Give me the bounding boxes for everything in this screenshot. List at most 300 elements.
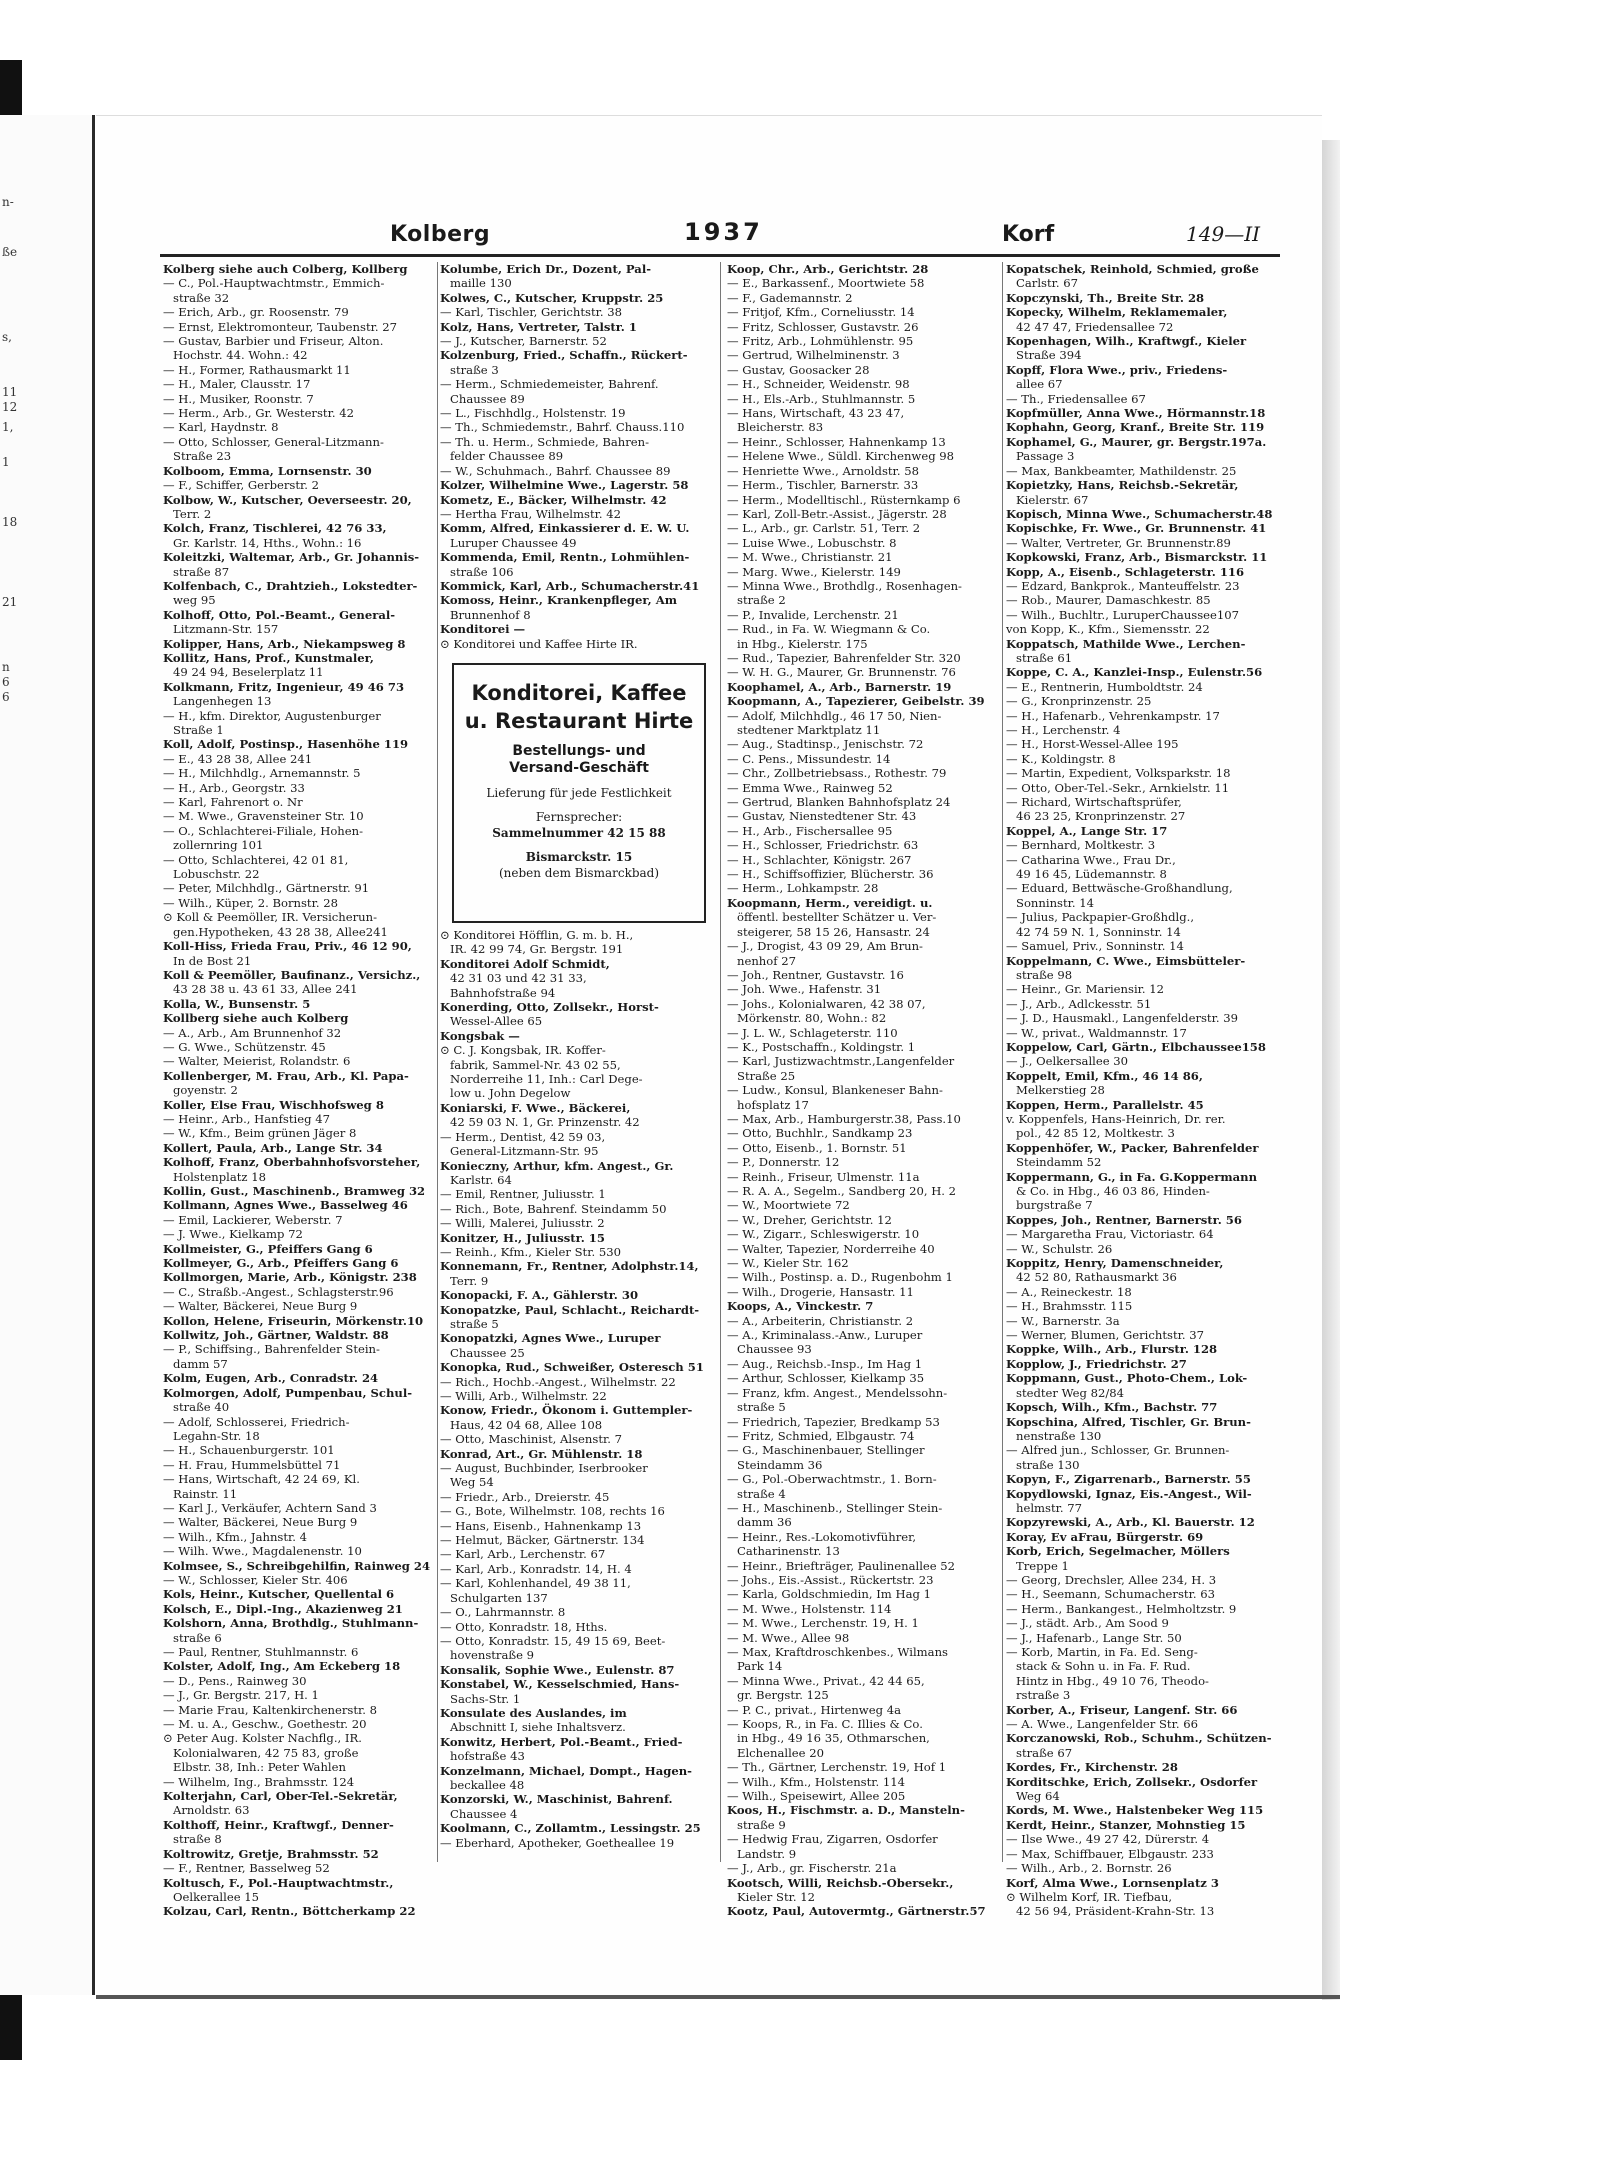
directory-entry: rstraße 3 xyxy=(1016,1688,1071,1703)
directory-entry: — H., kfm. Direktor, Augustenburger xyxy=(163,708,381,723)
directory-entry: Komm, Alfred, Einkassierer d. E. W. U. xyxy=(440,521,690,536)
directory-entry: — M. Wwe., Allee 98 xyxy=(727,1630,850,1645)
directory-entry: — Willi, Arb., Wilhelmstr. 22 xyxy=(440,1389,607,1403)
directory-column-2-top xyxy=(440,262,712,662)
directory-entry: Legahn-Str. 18 xyxy=(173,1428,260,1443)
directory-entry: Korb, Erich, Segelmacher, Möllers xyxy=(1006,1544,1230,1559)
directory-entry: — Helmut, Bäcker, Gärtnerstr. 134 xyxy=(440,1533,645,1548)
directory-entry: Korczanowski, Rob., Schuhm., Schützen- xyxy=(1006,1731,1272,1746)
directory-entry: Kolmsee, S., Schreibgehilfin, Rainweg 24 xyxy=(163,1558,431,1573)
directory-entry: Konopacki, F. A., Gählerstr. 30 xyxy=(440,1288,639,1303)
directory-entry: Koop, Chr., Arb., Gerichtstr. 28 xyxy=(727,262,929,276)
directory-entry: Koophamel, A., Arb., Barnerstr. 19 xyxy=(727,679,952,694)
directory-entry: — Max, Kraftdroschkenbes., Wilmans xyxy=(727,1645,948,1659)
directory-entry: — Th., Friedensallee 67 xyxy=(1006,391,1146,406)
directory-entry: Konerding, Otto, Zollsekr., Horst- xyxy=(440,1000,659,1015)
directory-entry: — Gertrud, Blanken Bahnhofsplatz 24 xyxy=(727,795,951,810)
directory-entry: — W., Barnerstr. 3a xyxy=(1006,1313,1120,1328)
directory-entry: Kielerstr. 67 xyxy=(1016,492,1089,507)
directory-entry: — Otto, Schlosser, General-Litzmann- xyxy=(163,434,384,449)
directory-entry: — A., Arb., Am Brunnenhof 32 xyxy=(163,1025,342,1040)
directory-entry: — Otto, Konradstr. 18, Hths. xyxy=(440,1619,608,1634)
directory-entry: — Bernhard, Moltkestr. 3 xyxy=(1006,838,1156,853)
directory-entry: Konditorei — xyxy=(440,622,526,637)
directory-entry: Kolz, Hans, Vertreter, Talstr. 1 xyxy=(440,319,637,334)
directory-entry: Koltusch, F., Pol.-Hauptwachtmstr., xyxy=(163,1875,394,1890)
directory-entry: — Emil, Rentner, Juliusstr. 1 xyxy=(440,1187,606,1202)
directory-entry: straße 32 xyxy=(173,290,230,305)
directory-entry: — G., Pol.-Oberwachtmstr., 1. Born- xyxy=(727,1472,937,1487)
directory-entry: — J., Drogist, 43 09 29, Am Brun- xyxy=(727,939,923,954)
directory-entry: gen.Hypotheken, 43 28 38, Allee241 xyxy=(173,924,388,939)
directory-entry: Norderreihe 11, Inh.: Carl Dege- xyxy=(450,1072,643,1087)
directory-entry: Kieler Str. 12 xyxy=(737,1889,816,1904)
directory-entry: Lobuschstr. 22 xyxy=(173,867,260,882)
directory-entry: Komoss, Heinr., Krankenpfleger, Am xyxy=(440,593,677,608)
directory-entry: Koppen, Herm., Parallelstr. 45 xyxy=(1006,1097,1204,1112)
directory-entry: — P., Donnerstr. 12 xyxy=(727,1155,840,1170)
directory-entry: Konsulate des Auslandes, im xyxy=(440,1705,627,1720)
directory-entry: Konditorei Adolf Schmidt, xyxy=(440,956,610,971)
directory-entry: — W., Kfm., Beim grünen Jäger 8 xyxy=(163,1126,357,1141)
directory-entry: Bahnhofstraße 94 xyxy=(450,985,556,1000)
directory-entry: Konopatzke, Paul, Schlacht., Reichardt- xyxy=(440,1302,700,1317)
directory-entry: straße 2 xyxy=(737,593,786,608)
directory-entry: — Max, Schiffbauer, Elbgaustr. 233 xyxy=(1006,1846,1214,1861)
directory-entry: nenstraße 130 xyxy=(1016,1428,1102,1443)
ad-subtitle-line-1: Bestellungs- und xyxy=(512,743,646,759)
directory-entry: Koppes, Joh., Rentner, Barnerstr. 56 xyxy=(1006,1212,1242,1227)
directory-entry: Korf, Alma Wwe., Lornsenplatz 3 xyxy=(1006,1875,1219,1890)
directory-entry: Koppe, C. A., Kanzlei-Insp., Eulenstr.56 xyxy=(1006,665,1263,680)
directory-entry: Haus, 42 04 68, Allee 108 xyxy=(450,1417,603,1432)
directory-entry: — J. D., Hausmakl., Langenfelderstr. 39 xyxy=(1006,1011,1238,1026)
directory-entry: Kolzer, Wilhelmine Wwe., Lagerstr. 58 xyxy=(440,478,689,493)
directory-entry: Kometz, E., Bäcker, Wilhelmstr. 42 xyxy=(440,492,667,507)
directory-entry: — Fritz, Schlosser, Gustavstr. 26 xyxy=(727,319,919,334)
directory-entry: — Samuel, Priv., Sonninstr. 14 xyxy=(1006,939,1184,954)
directory-entry: — A., Kriminalass.-Anw., Luruper xyxy=(727,1328,923,1343)
ad-subtitle-line-2: Versand-Geschäft xyxy=(509,760,649,776)
directory-entry: Koos, H., Fischmstr. a. D., Mansteln- xyxy=(727,1803,965,1818)
directory-entry: — Heinr., Gr. Mariensir. 12 xyxy=(1006,982,1165,997)
directory-entry: — Th., Gärtner, Lerchenstr. 19, Hof 1 xyxy=(727,1760,947,1775)
directory-entry: Koleitzki, Waltemar, Arb., Gr. Johannis- xyxy=(163,550,420,565)
directory-entry: — Johs., Kolonialwaren, 42 38 07, xyxy=(727,996,926,1011)
directory-entry: v. Koppenfels, Hans-Heinrich, Dr. rer. xyxy=(1006,1111,1226,1126)
directory-entry: Kopatschek, Reinhold, Schmied, große xyxy=(1006,262,1259,276)
directory-entry: — Emil, Lackierer, Weberstr. 7 xyxy=(163,1212,343,1227)
directory-entry: Kopkowski, Franz, Arb., Bismarckstr. 11 xyxy=(1006,550,1268,565)
directory-entry: — F., Gademannstr. 2 xyxy=(727,290,853,305)
directory-entry: ⊙ Peter Aug. Kolster Nachflg., IR. xyxy=(163,1731,362,1746)
directory-entry: — J. L. W., Schlageterstr. 110 xyxy=(727,1025,898,1040)
directory-entry: — Herm., Lohkampstr. 28 xyxy=(727,881,879,896)
directory-entry: — Hans, Eisenb., Hahnenkamp 13 xyxy=(440,1518,642,1533)
directory-entry: — H., Hafenarb., Vehrenkampstr. 17 xyxy=(1006,708,1220,723)
directory-entry: — Karl, Arb., Konradstr. 14, H. 4 xyxy=(440,1561,632,1576)
directory-entry: Kolshorn, Anna, Brothdlg., Stuhlmann- xyxy=(163,1616,419,1631)
directory-entry: — C., Pol.-Hauptwachtmstr., Emmich- xyxy=(163,276,385,291)
left-page-fragment: 21 xyxy=(2,595,18,609)
directory-entry: Koppitz, Henry, Damenschneider, xyxy=(1006,1256,1224,1271)
directory-entry: Koppenhöfer, W., Packer, Bahrenfelder xyxy=(1006,1140,1259,1155)
directory-entry: Wessel-Allee 65 xyxy=(450,1014,543,1029)
directory-entry: Kopischke, Fr. Wwe., Gr. Brunnenstr. 41 xyxy=(1006,521,1267,536)
directory-entry: — Julius, Packpapier-Großhdlg., xyxy=(1006,910,1195,925)
directory-entry: — Erich, Arb., gr. Roosenstr. 79 xyxy=(163,305,349,320)
directory-entry: — W., Schlosser, Kieler Str. 406 xyxy=(163,1572,348,1587)
directory-entry: Kopietzky, Hans, Reichsb.-Sekretär, xyxy=(1006,478,1239,493)
directory-entry: — W., Dreher, Gerichtstr. 12 xyxy=(727,1212,892,1227)
directory-entry: Kopschina, Alfred, Tischler, Gr. Brun- xyxy=(1006,1414,1251,1429)
directory-entry: Schulgarten 137 xyxy=(450,1590,548,1605)
directory-entry: 42 47 47, Friedensallee 72 xyxy=(1016,319,1174,334)
directory-entry: — Otto, Schlachterei, 42 01 81, xyxy=(163,852,349,867)
directory-entry: — Franz, kfm. Angest., Mendelssohn- xyxy=(727,1385,948,1400)
directory-entry: — Otto, Ober-Tel.-Sekr., Arnkielstr. 11 xyxy=(1006,780,1230,795)
directory-entry: — P., Invalide, Lerchenstr. 21 xyxy=(727,607,899,622)
directory-entry: — Ilse Wwe., 49 27 42, Dürerstr. 4 xyxy=(1006,1832,1210,1847)
directory-entry: — Hans, Wirtschaft, 42 24 69, Kl. xyxy=(163,1472,360,1487)
directory-entry: ⊙ Konditorei Höfflin, G. m. b. H., xyxy=(440,928,634,942)
directory-entry: — Margaretha Frau, Victoriastr. 64 xyxy=(1006,1227,1214,1242)
directory-entry: — H., Seemann, Schumacherstr. 63 xyxy=(1006,1587,1215,1602)
directory-entry: — J., Arb., Adlckesstr. 51 xyxy=(1006,996,1152,1011)
directory-entry: 49 24 94, Beselerplatz 11 xyxy=(173,665,324,680)
directory-entry: — F., Schiffer, Gerberstr. 2 xyxy=(163,478,320,493)
directory-entry: — Friedr., Arb., Dreierstr. 45 xyxy=(440,1489,610,1504)
directory-entry: — Wilh., Speisewirt, Allee 205 xyxy=(727,1789,906,1804)
directory-entry: — Willi, Malerei, Juliusstr. 2 xyxy=(440,1216,605,1231)
directory-entry: straße 67 xyxy=(1016,1745,1073,1760)
directory-entry: Kolhoff, Otto, Pol.-Beamt., General- xyxy=(163,607,396,622)
left-page-fragment: s, xyxy=(2,330,12,344)
directory-entry: Kollert, Paula, Arb., Lange Str. 34 xyxy=(163,1140,383,1155)
directory-entry: — L., Arb., gr. Carlstr. 51, Terr. 2 xyxy=(727,521,921,536)
directory-entry: — Werner, Blumen, Gerichtstr. 37 xyxy=(1006,1328,1204,1343)
directory-entry: Koppatsch, Mathilde Wwe., Lerchen- xyxy=(1006,636,1246,651)
directory-entry: 49 16 45, Lüdemannstr. 8 xyxy=(1016,867,1167,882)
directory-entry: — Walter, Meierist, Rolandstr. 6 xyxy=(163,1054,351,1069)
directory-entry: — E., Barkassenf., Moortwiete 58 xyxy=(727,276,925,291)
directory-entry: — G., Maschinenbauer, Stellinger xyxy=(727,1443,925,1458)
left-page-fragment: 1, xyxy=(2,420,14,434)
directory-entry: ⊙ Koll & Peemöller, IR. Versicherun- xyxy=(163,910,377,925)
directory-entry: — Ernst, Elektromonteur, Taubenstr. 27 xyxy=(163,319,397,334)
directory-entry: Koll, Adolf, Postinsp., Hasenhöhe 119 xyxy=(163,737,409,752)
directory-entry: 46 23 25, Kronprinzenstr. 27 xyxy=(1016,809,1186,824)
left-page-fragment: ße xyxy=(2,245,18,259)
directory-entry: IR. 42 99 74, Gr. Bergstr. 191 xyxy=(450,942,624,957)
column-divider xyxy=(437,262,438,1862)
directory-entry: Sonninstr. 14 xyxy=(1016,895,1095,910)
left-page-fragment: 18 xyxy=(2,515,18,529)
directory-entry: Konstabel, W., Kesselschmied, Hans- xyxy=(440,1677,680,1692)
directory-entry: Kolch, Franz, Tischlerei, 42 76 33, xyxy=(163,521,387,536)
directory-entry: — O., Lahrmannstr. 8 xyxy=(440,1605,566,1620)
directory-entry: — Peter, Milchhdlg., Gärtnerstr. 91 xyxy=(163,881,370,896)
directory-entry: — Aug., Reichsb.-Insp., Im Hag 1 xyxy=(727,1356,923,1371)
directory-entry: — Heinr., Schlosser, Hahnenkamp 13 xyxy=(727,434,946,449)
directory-entry: — J., Oelkersallee 30 xyxy=(1006,1054,1129,1069)
directory-entry: Kopzyrewski, A., Arb., Kl. Bauerstr. 12 xyxy=(1006,1515,1255,1530)
directory-entry: straße 87 xyxy=(173,564,230,579)
directory-entry: Koops, A., Vinckestr. 7 xyxy=(727,1299,874,1314)
directory-entry: straße 8 xyxy=(173,1832,222,1847)
directory-entry: Chaussee 89 xyxy=(450,391,525,406)
directory-entry: — Herm., Tischler, Barnerstr. 33 xyxy=(727,478,919,493)
directory-entry: — Herm., Arb., Gr. Westerstr. 42 xyxy=(163,406,354,421)
directory-entry: — Martin, Expedient, Volksparkstr. 18 xyxy=(1006,766,1231,781)
directory-entry: Park 14 xyxy=(737,1659,783,1674)
directory-entry: Hochstr. 44. Wohn.: 42 xyxy=(173,348,308,363)
directory-entry: — H., Schauenburgerstr. 101 xyxy=(163,1443,335,1458)
directory-entry: Konsalik, Sophie Wwe., Eulenstr. 87 xyxy=(440,1662,675,1677)
directory-column-1 xyxy=(163,262,433,1919)
directory-entry: — Marie Frau, Kaltenkirchenerstr. 8 xyxy=(163,1702,378,1717)
directory-entry: Kolm, Eugen, Arb., Conradstr. 24 xyxy=(163,1371,379,1386)
directory-entry: — Fritz, Schmied, Elbgaustr. 74 xyxy=(727,1428,915,1443)
directory-entry: Kophahn, Georg, Kranf., Breite Str. 119 xyxy=(1006,420,1265,435)
directory-entry: Koopmann, A., Tapezierer, Geibelstr. 39 xyxy=(727,694,985,709)
directory-entry: Kolfenbach, C., Drahtzieh., Lokstedter- xyxy=(163,578,418,593)
directory-entry: Kollin, Gust., Maschinenb., Bramweg 32 xyxy=(163,1184,426,1198)
advertisement-box xyxy=(452,663,706,923)
directory-entry: — Eberhard, Apotheker, Goetheallee 19 xyxy=(440,1835,675,1850)
directory-entry: — Karl, Zoll-Betr.-Assist., Jägerstr. 28 xyxy=(727,506,947,521)
directory-entry: damm 57 xyxy=(173,1356,228,1371)
directory-entry: Straße 394 xyxy=(1016,348,1082,363)
page-bottom-edge xyxy=(96,1995,1340,1999)
directory-entry: 42 74 59 N. 1, Sonninstr. 14 xyxy=(1016,924,1181,939)
directory-entry: steigerer, 58 15 26, Hansastr. 24 xyxy=(737,924,930,939)
directory-entry: — Karla, Goldschmiedin, Im Hag 1 xyxy=(727,1587,931,1602)
directory-entry: — Walter, Tapezier, Norderreihe 40 xyxy=(727,1241,935,1256)
directory-entry: Sachs-Str. 1 xyxy=(450,1691,521,1706)
directory-entry: — Walter, Vertreter, Gr. Brunnenstr.89 xyxy=(1006,535,1231,550)
directory-entry: stedter Weg 82/84 xyxy=(1016,1385,1124,1400)
directory-entry: straße 40 xyxy=(173,1400,230,1415)
directory-entry: — Otto, Konradstr. 15, 49 15 69, Beet- xyxy=(440,1633,666,1648)
directory-entry: Kollmeister, G., Pfeiffers Gang 6 xyxy=(163,1241,373,1256)
directory-entry: Kolthoff, Heinr., Kraftwgf., Denner- xyxy=(163,1817,394,1832)
directory-entry: — J., Arb., gr. Fischerstr. 21a xyxy=(727,1861,897,1876)
directory-entry: Kolonialwaren, 42 75 83, große xyxy=(173,1745,359,1760)
directory-entry: Treppe 1 xyxy=(1016,1558,1069,1573)
directory-entry: stack & Sohn u. in Fa. F. Rud. xyxy=(1016,1659,1191,1674)
left-page-fragment: 11 xyxy=(2,385,18,399)
directory-entry: — E., 43 28 38, Allee 241 xyxy=(163,751,313,766)
directory-entry: Konzelmann, Michael, Dompt., Hagen- xyxy=(440,1763,692,1778)
directory-entry: — J., Gr. Bergstr. 217, H. 1 xyxy=(163,1688,319,1703)
ad-address: Bismarckstr. 15 xyxy=(525,850,633,864)
left-page-fragment: 1 xyxy=(2,455,10,469)
directory-entry: — G., Bote, Wilhelmstr. 108, rechts 16 xyxy=(440,1504,665,1519)
directory-entry: allee 67 xyxy=(1016,377,1063,392)
directory-entry: — Wilh., Buchltr., LuruperChaussee107 xyxy=(1006,607,1240,622)
directory-entry: Kollenberger, M. Frau, Arb., Kl. Papa- xyxy=(163,1068,409,1083)
header-rule xyxy=(160,254,1280,257)
directory-entry: Passage 3 xyxy=(1016,449,1075,464)
directory-entry: — Wilh., Kfm., Holstenstr. 114 xyxy=(727,1774,906,1789)
directory-entry: Kootz, Paul, Autovermtg., Gärtnerstr.57 xyxy=(727,1904,986,1919)
directory-entry: — H., Els.-Arb., Stuhlmannstr. 5 xyxy=(727,391,916,406)
directory-entry: — H., Maschinenb., Stellinger Stein- xyxy=(727,1500,943,1515)
directory-entry: 42 59 03 N. 1, Gr. Prinzenstr. 42 xyxy=(450,1115,640,1130)
directory-entry: Konwitz, Herbert, Pol.-Beamt., Fried- xyxy=(440,1734,683,1749)
directory-entry: Koolmann, C., Zollamtm., Lessingstr. 25 xyxy=(440,1821,701,1836)
directory-entry: Kopyn, F., Zigarrenarb., Barnerstr. 55 xyxy=(1006,1472,1251,1487)
directory-entry: — Heinr., Briefträger, Paulinenallee 52 xyxy=(727,1558,956,1573)
directory-entry: Kopsch, Wilh., Kfm., Bachstr. 77 xyxy=(1006,1400,1218,1415)
directory-entry: zollernring 101 xyxy=(173,838,264,853)
directory-entry: Kophamel, G., Maurer, gr. Bergstr.197a. xyxy=(1006,434,1267,449)
header-right-term: Korf xyxy=(1002,222,1055,247)
directory-entry: maille 130 xyxy=(450,276,512,291)
directory-entry: straße 5 xyxy=(737,1400,786,1415)
directory-entry: Elchenallee 20 xyxy=(737,1745,824,1760)
directory-entry: Weg 64 xyxy=(1016,1789,1060,1804)
directory-entry: Kopecky, Wilhelm, Reklamemaler, xyxy=(1006,305,1228,320)
directory-entry: — H., Brahmsstr. 115 xyxy=(1006,1299,1133,1314)
directory-entry: straße 3 xyxy=(450,362,499,377)
directory-entry: Kords, M. Wwe., Halstenbeker Weg 115 xyxy=(1006,1803,1264,1818)
directory-entry: straße 61 xyxy=(1016,650,1073,665)
directory-entry: Arnoldstr. 63 xyxy=(173,1803,250,1818)
directory-entry: — Ludw., Konsul, Blankeneser Bahn- xyxy=(727,1083,943,1098)
directory-entry: — W. H. G., Maurer, Gr. Brunnenstr. 76 xyxy=(727,665,956,680)
directory-entry: — Rich., Bote, Bahrenf. Steindamm 50 xyxy=(440,1201,667,1216)
directory-entry: Kolsch, E., Dipl.-Ing., Akazienweg 21 xyxy=(163,1601,403,1616)
directory-entry: — Rob., Maurer, Damaschkestr. 85 xyxy=(1006,593,1211,608)
directory-entry: — Fritz, Arb., Lohmühlenstr. 95 xyxy=(727,334,914,349)
directory-entry: General-Litzmann-Str. 95 xyxy=(450,1144,599,1159)
directory-entry: nenhof 27 xyxy=(737,953,796,968)
directory-entry: Kolster, Adolf, Ing., Am Eckeberg 18 xyxy=(163,1659,401,1674)
directory-entry: — Herm., Bankangest., Helmholtzstr. 9 xyxy=(1006,1601,1237,1616)
directory-entry: — Reinh., Kfm., Kieler Str. 530 xyxy=(440,1244,621,1259)
directory-column-3 xyxy=(727,262,999,1919)
directory-entry: — J., Hafenarb., Lange Str. 50 xyxy=(1006,1630,1182,1645)
directory-entry: hofsplatz 17 xyxy=(737,1097,809,1112)
directory-entry: — Karl, Fahrenort o. Nr xyxy=(163,795,303,810)
directory-entry: — Friedrich, Tapezier, Bredkamp 53 xyxy=(727,1414,940,1429)
directory-entry: Kolmorgen, Adolf, Pumpenbau, Schul- xyxy=(163,1385,413,1400)
directory-entry: hofstraße 43 xyxy=(450,1749,525,1764)
directory-entry: Steindamm 36 xyxy=(737,1457,823,1472)
directory-entry: — Walter, Bäckerei, Neue Burg 9 xyxy=(163,1515,358,1530)
directory-entry: Koppmann, Gust., Photo-Chem., Lok- xyxy=(1006,1371,1248,1386)
directory-entry: — Wilh., Drogerie, Hansastr. 11 xyxy=(727,1284,914,1299)
directory-entry: — Eduard, Bettwäsche-Großhandlung, xyxy=(1006,881,1233,896)
left-page-fragment: 6 xyxy=(2,690,10,704)
directory-entry: Kollmeyer, G., Arb., Pfeiffers Gang 6 xyxy=(163,1256,399,1271)
directory-entry: — H. Frau, Hummelsbüttel 71 xyxy=(163,1457,341,1472)
directory-entry: — W., Schuhmach., Bahrf. Chaussee 89 xyxy=(440,463,671,478)
directory-entry: Kopplow, J., Friedrichstr. 27 xyxy=(1006,1356,1187,1371)
directory-entry: — Korb, Martin, in Fa. Ed. Seng- xyxy=(1006,1645,1198,1659)
directory-entry: Abschnitt I, siehe Inhaltsverz. xyxy=(450,1720,626,1735)
directory-entry: — Gertrud, Wilhelminenstr. 3 xyxy=(727,348,900,363)
directory-entry: Kerdt, Heinr., Stanzer, Mohnstieg 15 xyxy=(1006,1817,1246,1832)
directory-entry: — K., Koldingstr. 8 xyxy=(1006,751,1116,766)
directory-entry: — C. Pens., Missundestr. 14 xyxy=(727,751,891,766)
directory-entry: Kordes, Fr., Kirchenstr. 28 xyxy=(1006,1760,1178,1775)
directory-entry: — Georg, Drechsler, Allee 234, H. 3 xyxy=(1006,1572,1217,1587)
directory-entry: Terr. 9 xyxy=(450,1273,489,1288)
ad-title-line-1: Konditorei, Kaffee xyxy=(471,681,687,705)
directory-entry: Hintz in Hbg., 49 10 76, Theodo- xyxy=(1016,1673,1209,1688)
directory-entry: Kollberg siehe auch Kolberg xyxy=(163,1011,349,1026)
directory-entry: Kolumbe, Erich Dr., Dozent, Pal- xyxy=(440,262,652,276)
directory-entry: Kolboom, Emma, Lornsenstr. 30 xyxy=(163,463,372,478)
directory-entry: — Karl, Tischler, Gerichtstr. 38 xyxy=(440,305,623,320)
directory-entry: Koltrowitz, Gretje, Brahmsstr. 52 xyxy=(163,1846,379,1861)
directory-column-4 xyxy=(1006,262,1280,1919)
ad-phone-label: Fernsprecher: xyxy=(535,810,623,824)
directory-entry: ⊙ C. J. Kongsbak, IR. Koffer- xyxy=(440,1043,606,1058)
directory-entry: in Hbg., Kielerstr. 175 xyxy=(737,636,868,651)
directory-entry: Kolberg siehe auch Colberg, Kollberg xyxy=(163,262,408,276)
ad-phone-number: Sammelnummer 42 15 88 xyxy=(492,826,666,840)
directory-entry: — K., Postschaffn., Koldingstr. 1 xyxy=(727,1039,916,1054)
directory-entry: — Helene Wwe., Süldl. Kirchenweg 98 xyxy=(727,449,955,464)
directory-entry: — O., Schlachterei-Filiale, Hohen- xyxy=(163,823,364,838)
directory-entry: Straße 25 xyxy=(737,1068,796,1083)
directory-entry: — Koops, R., in Fa. C. Illies & Co. xyxy=(727,1717,923,1732)
directory-entry: Kollitz, Hans, Prof., Kunstmaler, xyxy=(163,650,374,665)
directory-entry: Straße 1 xyxy=(173,723,224,737)
directory-entry: Weg 54 xyxy=(450,1475,494,1490)
directory-entry: Kopisch, Minna Wwe., Schumacherstr.48 xyxy=(1006,506,1273,521)
directory-entry: — H., Arb., Georgstr. 33 xyxy=(163,780,305,795)
directory-entry: — M. u. A., Geschw., Goethestr. 20 xyxy=(163,1717,367,1732)
directory-entry: Chaussee 4 xyxy=(450,1806,518,1821)
directory-entry: — R. A. A., Segelm., Sandberg 20, H. 2 xyxy=(727,1184,957,1198)
directory-entry: — H., Milchhdlg., Arnemannstr. 5 xyxy=(163,766,361,781)
directory-entry: — Joh., Rentner, Gustavstr. 16 xyxy=(727,967,904,982)
directory-entry: — M. Wwe., Gravensteiner Str. 10 xyxy=(163,809,364,824)
directory-entry: — Henriette Wwe., Arnoldstr. 58 xyxy=(727,463,919,478)
directory-entry: — Chr., Zollbetriebsass., Rothestr. 79 xyxy=(727,766,947,781)
directory-entry: — Gustav, Nienstedtener Str. 43 xyxy=(727,809,917,824)
directory-entry: stedtener Marktplatz 11 xyxy=(737,723,881,737)
directory-entry: — Th. u. Herm., Schmiede, Bahren- xyxy=(440,434,650,449)
directory-entry: felder Chaussee 89 xyxy=(450,449,564,464)
directory-entry: — H., Schlachter, Königstr. 267 xyxy=(727,852,912,867)
directory-entry: Korber, A., Friseur, Langenf. Str. 66 xyxy=(1006,1702,1238,1717)
directory-entry: — G., Kronprinzenstr. 25 xyxy=(1006,694,1152,709)
directory-entry: Kommenda, Emil, Rentn., Lohmühlen- xyxy=(440,550,690,565)
directory-entry: Rainstr. 11 xyxy=(173,1486,238,1501)
page-header xyxy=(290,218,1310,254)
directory-entry: — Adolf, Milchhdlg., 46 17 50, Nien- xyxy=(727,708,942,723)
page-number: 149—II xyxy=(1186,222,1260,246)
directory-entry: — Wilh., Postinsp. a. D., Rugenbohm 1 xyxy=(727,1270,953,1285)
directory-entry: Mörkenstr. 80, Wohn.: 82 xyxy=(737,1011,887,1026)
directory-entry: low u. John Degelow xyxy=(450,1086,571,1101)
directory-entry: beckallee 48 xyxy=(450,1777,525,1792)
directory-entry: — W., privat., Waldmannstr. 17 xyxy=(1006,1025,1187,1040)
directory-entry: ⊙ Wilhelm Korf, IR. Tiefbau, xyxy=(1006,1889,1173,1904)
directory-entry: Straße 23 xyxy=(173,449,232,464)
directory-entry: 42 56 94, Präsident-Krahn-Str. 13 xyxy=(1016,1904,1215,1919)
directory-entry: — Karl, Arb., Lerchenstr. 67 xyxy=(440,1547,606,1562)
directory-entry: Kootsch, Willi, Reichsb.-Obersekr., xyxy=(727,1875,954,1890)
directory-entry: straße 9 xyxy=(737,1817,786,1832)
directory-entry: Luruper Chaussee 49 xyxy=(450,535,577,550)
